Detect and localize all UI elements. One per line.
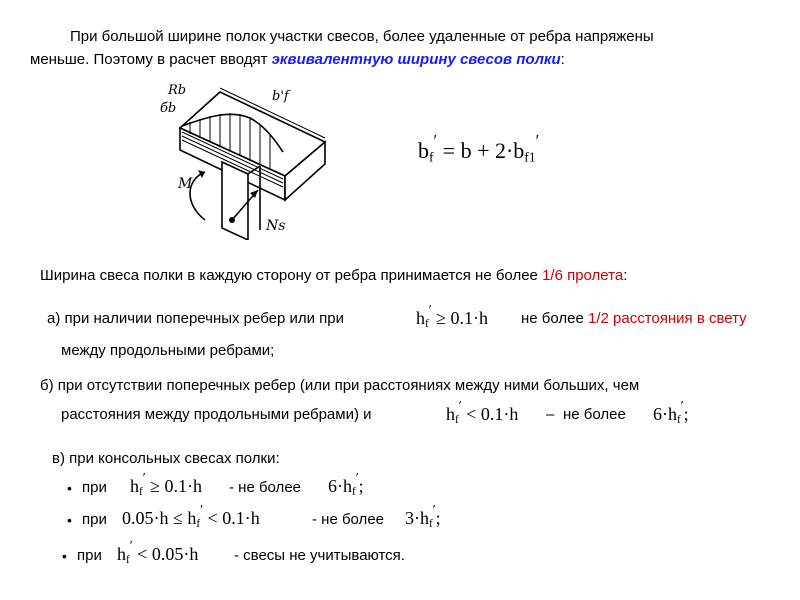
case-c-item-2-l-end: ; — [435, 508, 441, 528]
case-c-item-1-prime: ′ — [142, 470, 146, 485]
moment-arrow-head — [198, 170, 205, 178]
intro-line-2-end: : — [560, 51, 565, 68]
case-c-item-1-post: - не более — [229, 479, 301, 496]
case-c-item-2-prime: ′ — [200, 502, 204, 517]
case-c-item-1-formula — [130, 470, 203, 498]
case-c-item-3-f-pre: h — [117, 544, 126, 564]
case-c-item-2-l-sub: f — [429, 517, 433, 530]
case-b-formula-sub: f — [455, 413, 459, 426]
case-c-item-1-pre: при — [82, 479, 107, 496]
case-b-limit-end: ; — [683, 404, 689, 424]
case-c-item-1-f-sub: f — [139, 485, 143, 498]
case-c-item-1-f-pre: h — [130, 476, 139, 496]
main-formula — [418, 131, 540, 165]
label-rb: Rb — [168, 83, 187, 98]
case-c-item-3-f-sub: f — [126, 553, 130, 566]
rule-text: Ширина свеса полки в каждую сторону от ребра принимается не более — [40, 267, 543, 284]
case-b-limit-sub: f — [677, 413, 681, 426]
case-b-formula-rest: < 0.1·h — [461, 404, 519, 424]
case-b-limit-prime: ′ — [680, 398, 684, 413]
main-formula-prime-2: ′ — [535, 131, 540, 150]
main-formula-rhs: = b + 2·b — [442, 138, 525, 163]
case-a-formula-rest: ≥ 0.1·h — [431, 308, 489, 328]
case-c-title: в) при консольных свесах полки: — [52, 450, 280, 467]
case-a-formula-h: h — [416, 308, 425, 328]
case-a-formula-sub: f — [425, 317, 429, 330]
main-formula-rhs-sub: f1 — [524, 149, 536, 165]
case-c-item-3-formula — [117, 538, 199, 566]
case-c-item-2-formula — [122, 502, 260, 530]
case-c-item-2-post: - не более — [312, 511, 384, 528]
case-a-text-1: а) при наличии поперечных ребер или при — [47, 310, 344, 327]
case-a-limit-emphasis: 1/2 расстояния в свету — [588, 310, 747, 327]
case-a-text-2 — [521, 310, 747, 328]
case-c-item-2-l-prime: ′ — [432, 502, 436, 517]
rule-emphasis: 1/6 пролета — [542, 267, 624, 284]
main-formula-lhs-sub: f — [429, 149, 434, 165]
case-b-limit — [653, 398, 689, 426]
intro-line-2-start: меньше. Поэтому в расчет вводят — [30, 51, 272, 68]
case-a-formula — [416, 302, 489, 330]
case-c-bullet-2: • — [67, 512, 72, 528]
case-c-item-1-l-end: ; — [358, 476, 364, 496]
case-c-item-1-l-pre: 6·h — [328, 476, 352, 496]
case-c-item-2-l-pre: 3·h — [405, 508, 429, 528]
case-c-item-3-pre: при — [77, 547, 102, 564]
label-sb: бb — [160, 101, 177, 116]
label-m: M — [178, 176, 193, 192]
case-c-item-1-limit — [328, 470, 364, 498]
case-c-item-2-pre: при — [82, 511, 107, 528]
t-beam-figure — [160, 80, 340, 240]
case-c-item-2-f-pre: 0.05·h ≤ h — [122, 508, 197, 528]
case-a-text-3: между продольными ребрами; — [61, 342, 275, 359]
case-b-dash: – — [546, 406, 555, 423]
case-a-limit-prefix: не более — [521, 310, 589, 327]
rule-line — [40, 267, 627, 285]
case-c-item-3-f-rest: < 0.05·h — [132, 544, 199, 564]
case-c-item-2-f-sub: f — [196, 517, 201, 530]
case-c-item-3-prime: ′ — [129, 538, 133, 553]
case-c-item-1-l-prime: ′ — [355, 470, 359, 485]
case-b-text-1: б) при отсутствии поперечных ребер (или при расстояниях между ними больших, чем — [40, 377, 640, 394]
intro-line-1: При большой ширине полок участки свесов, более удаленные от ребра напряжены — [70, 28, 654, 45]
main-formula-prime-1: ′ — [433, 131, 438, 150]
case-c-item-2-limit — [405, 502, 441, 530]
case-b-formula-prime: ′ — [458, 398, 462, 413]
case-c-item-1-l-sub: f — [352, 485, 356, 498]
intro-line-2 — [30, 51, 565, 69]
label-bf: b'f — [272, 89, 289, 104]
case-b-formula — [446, 398, 519, 426]
case-c-bullet-1: • — [67, 480, 72, 496]
case-c-item-2-f-rest: < 0.1·h — [203, 508, 260, 528]
intro-emphasis: эквивалентную ширину свесов полки — [271, 51, 561, 68]
case-b-text-2: расстояния между продольными ребрами) и — [61, 406, 372, 423]
main-formula-lhs: b — [418, 138, 429, 163]
case-b-limit-pre: 6·h — [653, 404, 677, 424]
case-c-bullet-3: • — [62, 548, 67, 564]
case-c-item-1-f-rest: ≥ 0.1·h — [145, 476, 203, 496]
case-b-formula-h: h — [446, 404, 455, 424]
ns-point — [229, 217, 235, 223]
case-b-text-3: не более — [563, 406, 626, 423]
case-c-item-3-post: - свесы не учитываются. — [234, 547, 405, 564]
label-ns: Ns — [266, 218, 286, 234]
case-a-formula-prime: ′ — [428, 302, 432, 317]
rule-end: : — [623, 267, 628, 284]
